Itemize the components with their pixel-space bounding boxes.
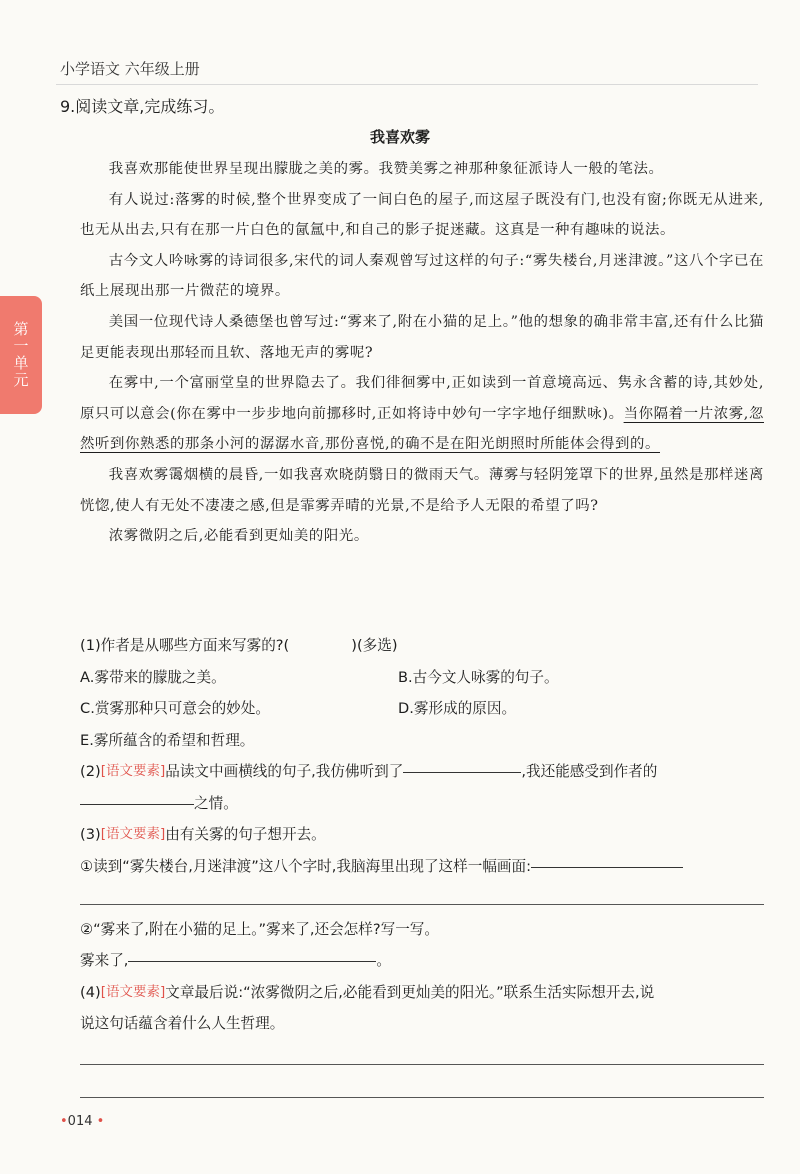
- option-e: E.雾所蕴含的希望和哲理。: [80, 731, 255, 749]
- q2-text-1: 品读文中画横线的句子,我仿佛听到了: [165, 763, 404, 780]
- page-number-text: 014: [67, 1114, 93, 1129]
- q3-stem: [80, 819, 764, 851]
- option-b: B.古今文人咏雾的句子。: [398, 668, 559, 686]
- q4-line-2: [80, 1008, 764, 1040]
- q3-sub2-text: ②“雾来了,附在小猫的足上。”雾来了,还会怎样?写一写。: [80, 920, 439, 938]
- q4-answer-line-1[interactable]: [80, 1064, 764, 1065]
- q3-sub1-text: ①读到“雾失楼台,月迷津渡”这八个字时,我脑海里出现了这样一幅画面:: [80, 857, 532, 875]
- q3-sub2-answer: [80, 945, 764, 977]
- q2-line-2: [80, 788, 764, 820]
- question-heading: [60, 94, 224, 117]
- q3-sub2: [80, 914, 764, 946]
- q3-number: (3): [80, 826, 101, 843]
- q3-sub2-end: 。: [376, 952, 392, 969]
- page-number: [60, 1114, 104, 1129]
- q2-line-1: [80, 756, 764, 788]
- article-body: [80, 154, 764, 552]
- q2-tag: [语文要素]: [100, 763, 166, 779]
- q3-sub1: [80, 851, 764, 883]
- article-paragraph-3: 古今文人吟咏雾的诗词很多,宋代的词人秦观曾写过这样的句子:“雾失楼台,月迷津渡。”这八个字已在纸上展现出那一片微茫的境界。: [80, 252, 764, 300]
- book-header: 小学语文 六年级上册: [60, 60, 200, 78]
- article-paragraph-7: 浓雾微阴之后,必能看到更灿美的阳光。: [108, 528, 369, 545]
- q3-text: 由有关雾的句子想开去。: [165, 826, 326, 843]
- article-paragraph-4: 美国一位现代诗人桑德堡也曾写过:“雾来了,附在小猫的足上。”他的想象的确非常丰富,还有什么比猫足更能表现出那轻而且软、落地无声的雾呢?: [80, 313, 764, 361]
- q2-blank-2[interactable]: [80, 788, 194, 805]
- q1-answer-space[interactable]: [289, 630, 351, 662]
- q3-sub1-blank[interactable]: [531, 851, 683, 868]
- q2-text-2: ,我还能感受到作者的: [521, 763, 658, 780]
- q2-text-3: 之情。: [194, 794, 238, 812]
- option-d: D.雾形成的原因。: [398, 700, 517, 717]
- page-dot-right: •: [92, 1114, 105, 1129]
- q1-options-row-1: [80, 662, 764, 694]
- q3-tag: [语文要素]: [100, 826, 166, 842]
- q4-text-1: 文章最后说:“浓雾微阴之后,必能看到更灿美的阳光。”联系生活实际想开去,说: [165, 983, 655, 1001]
- article-title: 我喜欢雾: [369, 128, 430, 146]
- q1-stem: [80, 630, 764, 662]
- q3-sub2-blank[interactable]: [128, 945, 376, 962]
- article-paragraph-6: 我喜欢雾霭烟横的晨昏,一如我喜欢晓荫翳日的微雨天气。薄雾与轻阴笼罩下的世界,虽然是那样迷离恍惚,使人有无处不凄凄之感,但是霏雾弄晴的光景,不是给予人无限的希望了吗?: [80, 466, 764, 514]
- q4-line-1: [80, 977, 764, 1009]
- q4-tag: [语文要素]: [100, 983, 166, 1000]
- q1-options-row-3: [80, 725, 764, 757]
- question-instruction: 阅读文章,完成练习。: [75, 97, 225, 116]
- underlined-sentence: 当你隔着一片浓雾,忽然听到你熟悉的那条小河的潺潺水音,那份喜悦,的确不是在阳光朗照时所能体会得到的。: [80, 405, 764, 453]
- article-paragraph-1: 我喜欢那能使世界呈现出朦胧之美的雾。我赞美雾之神那种象征派诗人一般的笔法。: [108, 161, 664, 177]
- q2-number: (2): [80, 763, 101, 780]
- q3-sub1-answer-line[interactable]: [80, 904, 764, 905]
- questions-block: [80, 630, 764, 1040]
- article-paragraph-2: 有人说过:落雾的时候,整个世界变成了一间白色的屋子,而这屋子既没有门,也没有窗;你既无从进来,也无从出去,只有在那一片白色的氤氲中,和自己的影子捉迷藏。这真是一种有趣味的说法。: [80, 191, 764, 239]
- q4-text-2: 说这句话蕴含着什么人生哲理。: [80, 1015, 285, 1032]
- option-a: A.雾带来的朦胧之美。: [80, 668, 226, 686]
- paragraph-5-text: 在雾中,一个富丽堂皇的世界隐去了。我们徘徊雾中,正如读到一首意境高远、隽永含蓄的诗,其妙处,原只可以意会(你在雾中一步步地向前挪移时,正如将诗中妙句一字字地仔细默咏)。: [80, 375, 764, 422]
- q4-number: (4): [80, 983, 101, 1001]
- option-c: C.赏雾那种只可意会的妙处。: [80, 700, 270, 717]
- q1-stem-text: (1)作者是从哪些方面来写雾的?(: [80, 637, 290, 654]
- unit-side-tab: 第一单元: [0, 296, 42, 414]
- question-number: 9.: [60, 97, 76, 116]
- q3-sub1-answer-row: [80, 882, 764, 914]
- q3-sub2-prefix: 雾来了,: [80, 952, 129, 969]
- q2-blank-1[interactable]: [403, 756, 521, 773]
- q1-options-row-2: [80, 693, 764, 725]
- page-dot-left: •: [60, 1114, 68, 1129]
- q4-answer-line-2[interactable]: [80, 1097, 764, 1098]
- q1-stem-end: )(多选): [351, 637, 398, 654]
- header-divider: [56, 84, 758, 85]
- article-paragraph-5: [80, 368, 764, 460]
